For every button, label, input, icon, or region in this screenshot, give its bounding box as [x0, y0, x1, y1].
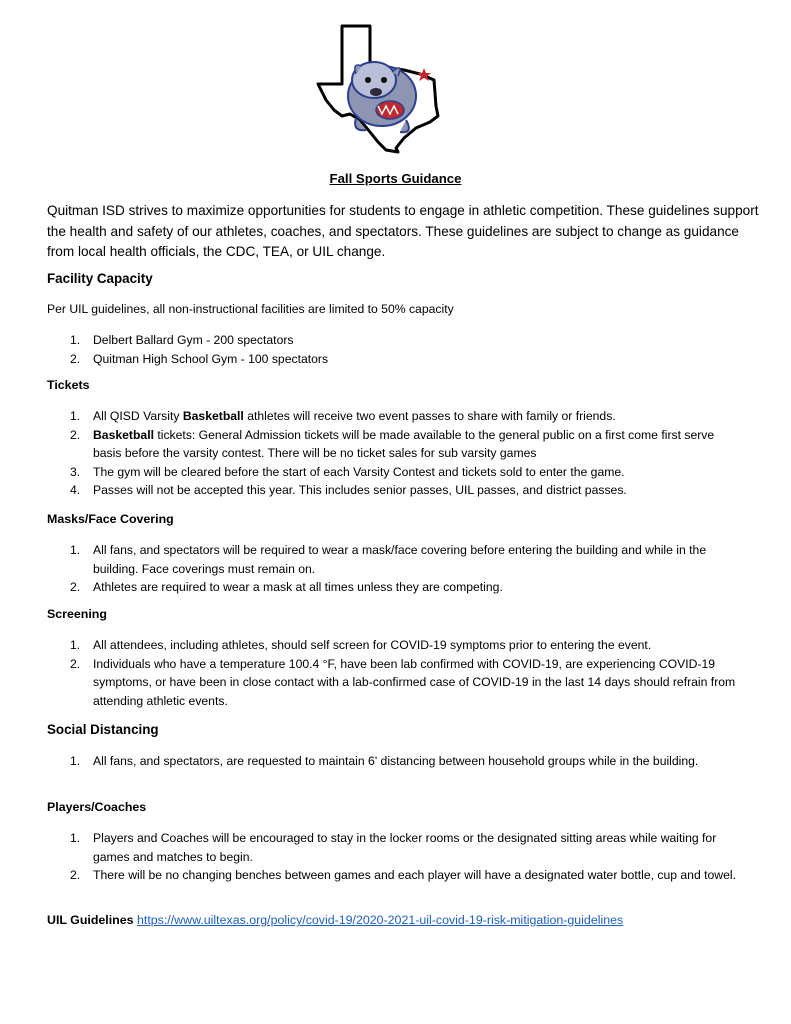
- players-heading: Players/Coaches: [47, 800, 147, 814]
- list-number: 4.: [70, 483, 81, 498]
- uil-guidelines-link[interactable]: https://www.uiltexas.org/policy/covid-19/2020-2021-uil-covid-19-risk-mitigation-guidelines: [136, 913, 624, 927]
- intro-paragraph: Quitman ISD strives to maximize opportunities for students to engage in athletic competition. These guidelines support the health and safety of our athletes, coaches, and spectators. These guidelines are subject to change as guidance from local health officials, the CDC, TEA, or UIL change.: [47, 203, 759, 259]
- list-item: 1. All attendees, including athletes, should self screen for COVID-19 symptoms prior to entering the event.: [0, 636, 745, 655]
- masks-heading: Masks/Face Covering: [47, 512, 174, 526]
- list-number: 2.: [70, 427, 81, 442]
- list-number: 2.: [70, 351, 81, 366]
- school-logo: [312, 22, 450, 154]
- list-item: 1. All QISD Varsity Basketball athletes will receive two event passes to share with family or friends.: [0, 407, 745, 426]
- page-title: Fall Sports Guidance: [329, 171, 462, 186]
- list-item: 1. Players and Coaches will be encouraged to stay in the locker rooms or the designated sitting areas while waiting for games and matches to begin.: [70, 831, 717, 864]
- facility-heading: Facility Capacity: [47, 271, 153, 286]
- list-number: 2.: [70, 656, 81, 671]
- screening-heading: Screening: [47, 607, 107, 621]
- screening-list: [0, 636, 745, 710]
- list-item: 1. All fans, and spectators will be required to wear a mask/face covering before entering the building and while in the building. Face coverings must remain on.: [70, 543, 707, 576]
- facility-list: [0, 331, 745, 368]
- list-number: 1.: [70, 409, 81, 423]
- tickets-heading: Tickets: [47, 378, 90, 392]
- players-list: [0, 829, 745, 885]
- list-item: 1. All fans, and spectators, are requested to maintain 6' distancing between household groups while in the building.: [0, 752, 745, 771]
- facility-text: Per UIL guidelines, all non-instructional facilities are limited to 50% capacity: [47, 302, 454, 316]
- list-number: 1.: [70, 831, 81, 845]
- list-number: 3.: [70, 464, 81, 479]
- list-number: 1.: [70, 543, 81, 557]
- tickets-list: [0, 407, 745, 500]
- list-item: 3. The gym will be cleared before the start of each Varsity Contest and tickets sold to enter the game.: [0, 463, 745, 482]
- list-number: 1.: [70, 754, 81, 768]
- distancing-heading: Social Distancing: [47, 722, 159, 737]
- uil-guidelines: [47, 913, 623, 927]
- uil-label: UIL Guidelines: [47, 913, 134, 927]
- list-item: 2. Basketball tickets: General Admission tickets will be made available to the general public on a first come first serve basis before the varsity contest. There will be no ticket sales for sub varsity games: [70, 427, 715, 461]
- list-item: 1. Delbert Ballard Gym - 200 spectators: [0, 331, 745, 350]
- list-number: 2.: [70, 580, 81, 595]
- distancing-list: [0, 752, 745, 771]
- list-item: 2. Individuals who have a temperature 100.4 °F, have been lab confirmed with COVID-19, are experiencing COVID-19 symptoms, or have been in close contact with a lab-confirmed case of COVID-19 in the last 14 days should refrain from attending athletic events.: [70, 656, 736, 708]
- list-number: 1.: [70, 638, 81, 652]
- list-number: 1.: [70, 333, 81, 347]
- list-item: 2. Quitman High School Gym - 100 spectators: [0, 350, 745, 369]
- list-number: 2.: [70, 868, 81, 883]
- list-item: 4. Passes will not be accepted this year. This includes senior passes, UIL passes, and district passes.: [0, 481, 745, 500]
- masks-list: [0, 541, 745, 597]
- list-item: 2. Athletes are required to wear a mask at all times unless they are competing.: [0, 578, 745, 597]
- list-item: 2. There will be no changing benches between games and each player will have a designated water bottle, cup and towel.: [0, 866, 745, 885]
